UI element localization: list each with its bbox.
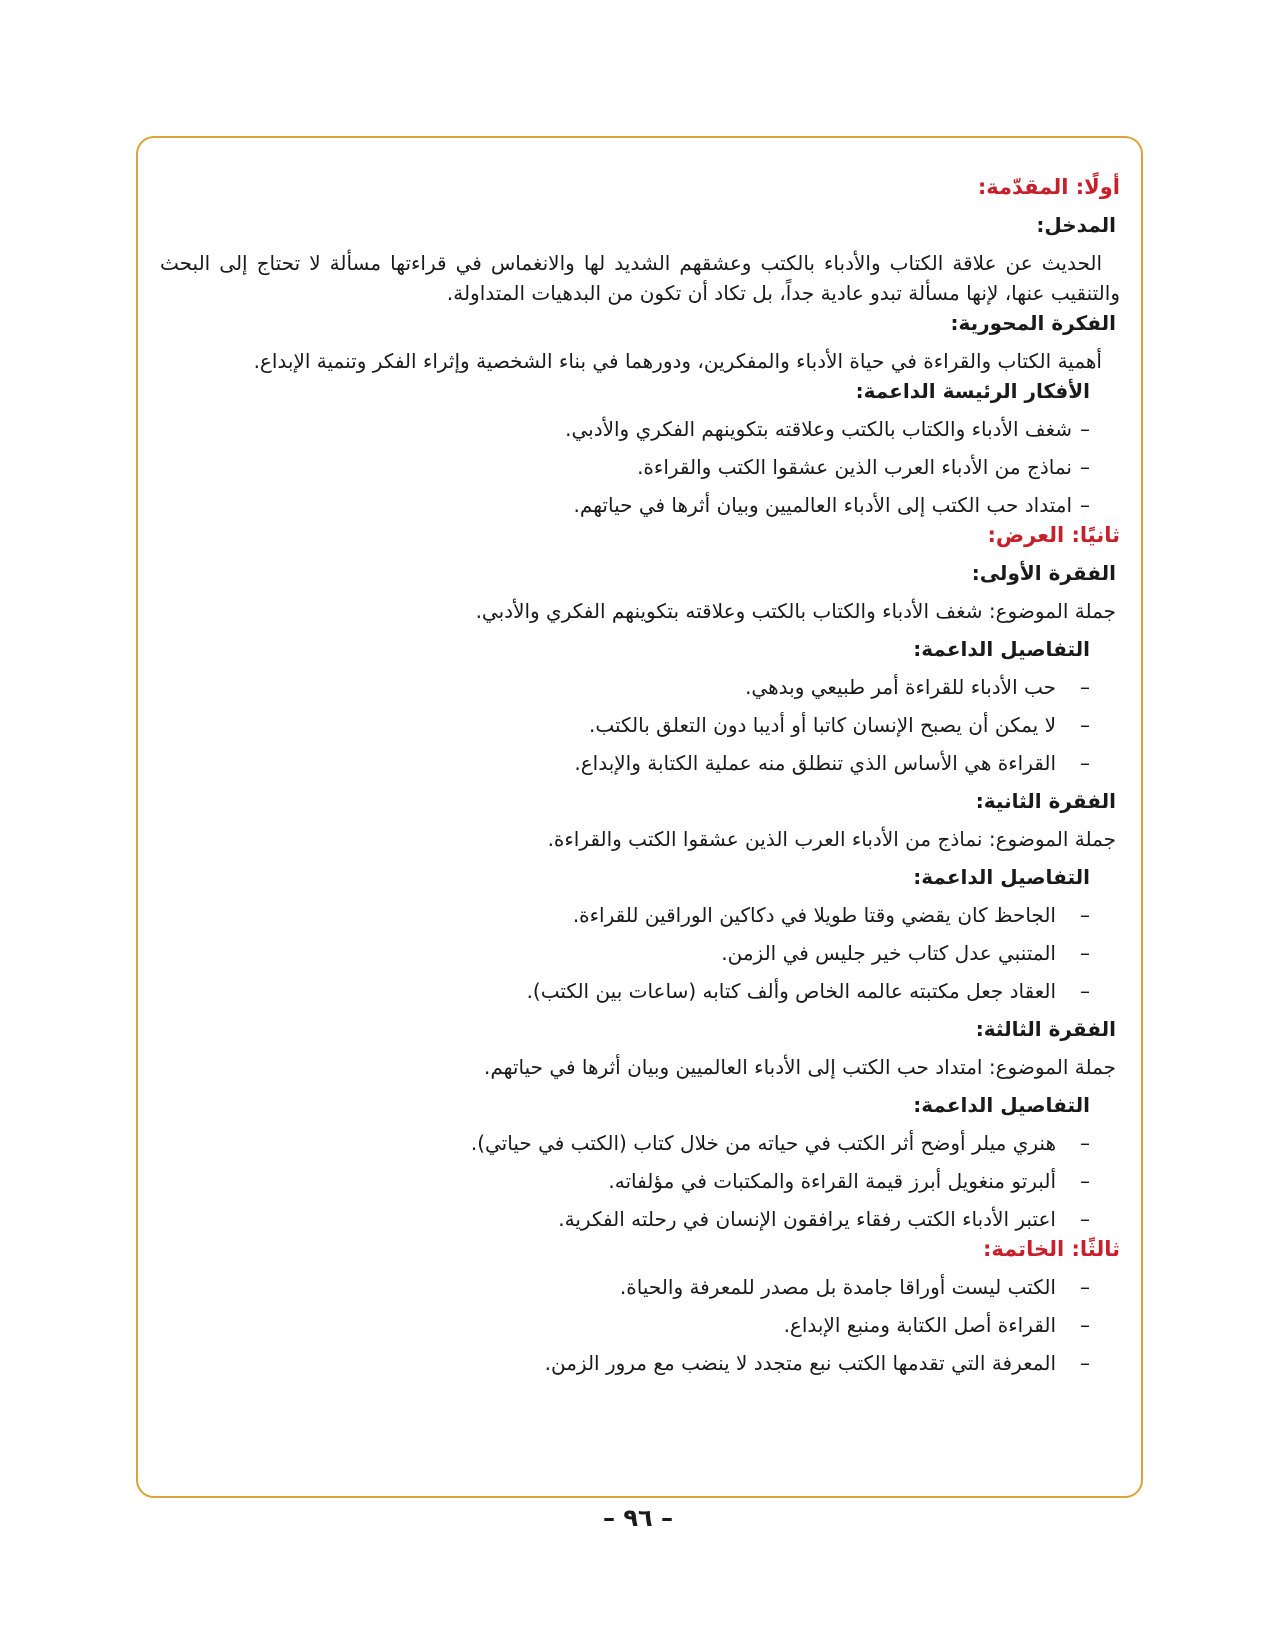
- dash-mark: –: [1080, 979, 1090, 1003]
- conclusion-item: – القراءة أصل الكتابة ومنبع الإبداع.: [160, 1310, 1090, 1340]
- essay-outline: [160, 172, 1120, 1492]
- core-idea-heading: الفكرة المحورية:: [950, 311, 1116, 335]
- dash-mark: –: [1080, 455, 1090, 479]
- topic-sentence: جملة الموضوع: نماذج من الأدباء العرب الذين عشقوا الكتب والقراءة.: [547, 827, 1116, 851]
- detail-item: – العقاد جعل مكتبته عالمه الخاص وألف كتابه (ساعات بين الكتب).: [160, 976, 1090, 1006]
- dash-mark: –: [1080, 675, 1090, 699]
- dash-mark: –: [1080, 751, 1090, 775]
- page-number: – ٩٦ –: [602, 1504, 673, 1532]
- body-title: ثانيًا: العرض:: [987, 523, 1120, 547]
- dash-mark: –: [1080, 1275, 1090, 1299]
- detail-item: – هنري ميلر أوضح أثر الكتب في حياته من خلال كتاب (الكتب في حياتي).: [160, 1128, 1090, 1158]
- main-ideas-heading: الأفكار الرئيسة الداعمة:: [855, 379, 1090, 403]
- paragraph-heading: الفقرة الأولى:: [971, 561, 1116, 585]
- topic-sentence: جملة الموضوع: امتداد حب الكتب إلى الأدباء العالميين وبيان أثرها في حياتهم.: [484, 1055, 1116, 1079]
- detail-item: – لا يمكن أن يصبح الإنسان كاتبا أو أديبا دون التعلق بالكتب.: [160, 710, 1090, 740]
- dash-mark: –: [1080, 1351, 1090, 1375]
- detail-item: – القراءة هي الأساس الذي تنطلق منه عملية الكتابة والإبداع.: [160, 748, 1090, 778]
- dash-mark: –: [1080, 1131, 1090, 1155]
- conclusion-title: ثالثًا: الخاتمة:: [982, 1237, 1120, 1261]
- details-heading: التفاصيل الداعمة:: [913, 637, 1090, 661]
- entry-heading: المدخل:: [1036, 213, 1116, 237]
- detail-item: – ألبرتو منغويل أبرز قيمة القراءة والمكتبات في مؤلفاته.: [160, 1166, 1090, 1196]
- dash-mark: –: [1080, 493, 1090, 517]
- dash-mark: –: [1080, 417, 1090, 441]
- paragraph-heading: الفقرة الثانية:: [975, 789, 1116, 813]
- dash-mark: –: [1080, 941, 1090, 965]
- detail-item: – المتنبي عدل كتاب خير جليس في الزمن.: [160, 938, 1090, 968]
- conclusion-item: – المعرفة التي تقدمها الكتب نبع متجدد لا ينضب مع مرور الزمن.: [160, 1348, 1090, 1378]
- detail-item: – الجاحظ كان يقضي وقتا طويلا في دكاكين الوراقين للقراءة.: [160, 900, 1090, 930]
- main-idea-item: – امتداد حب الكتب إلى الأدباء العالميين وبيان أثرها في حياتهم.: [160, 490, 1090, 520]
- dash-mark: –: [1080, 1207, 1090, 1231]
- conclusion-item: – الكتب ليست أوراقا جامدة بل مصدر للمعرفة والحياة.: [160, 1272, 1090, 1302]
- dash-mark: –: [1080, 1313, 1090, 1337]
- dash-mark: –: [1080, 713, 1090, 737]
- details-heading: التفاصيل الداعمة:: [913, 865, 1090, 889]
- main-idea-item: – نماذج من الأدباء العرب الذين عشقوا الكتب والقراءة.: [160, 452, 1090, 482]
- entry-text: الحديث عن علاقة الكتاب والأدباء بالكتب وعشقهم الشديد لها والانغماس في قراءتها مسألة لا تحتاج إلى البحث والتنقيب عنها، لإنها مسألة تبدو عادية جداً، بل تكاد أن تكون من البدهيات المتداولة.: [160, 251, 1120, 305]
- dash-mark: –: [1080, 903, 1090, 927]
- intro-title: أولًا: المقدّمة:: [977, 175, 1120, 199]
- paragraph-heading: الفقرة الثالثة:: [975, 1017, 1116, 1041]
- main-idea-item: – شغف الأدباء والكتاب بالكتب وعلاقته بتكوينهم الفكري والأدبي.: [160, 414, 1090, 444]
- details-heading: التفاصيل الداعمة:: [913, 1093, 1090, 1117]
- detail-item: – اعتبر الأدباء الكتب رفقاء يرافقون الإنسان في رحلته الفكرية.: [160, 1204, 1090, 1234]
- detail-item: – حب الأدباء للقراءة أمر طبيعي وبدهي.: [160, 672, 1090, 702]
- dash-mark: –: [1080, 1169, 1090, 1193]
- core-idea-text: أهمية الكتاب والقراءة في حياة الأدباء والمفكرين، ودورهما في بناء الشخصية وإثراء الفكر وتنمية الإبداع.: [253, 349, 1102, 373]
- topic-sentence: جملة الموضوع: شغف الأدباء والكتاب بالكتب وعلاقته بتكوينهم الفكري والأدبي.: [475, 599, 1116, 623]
